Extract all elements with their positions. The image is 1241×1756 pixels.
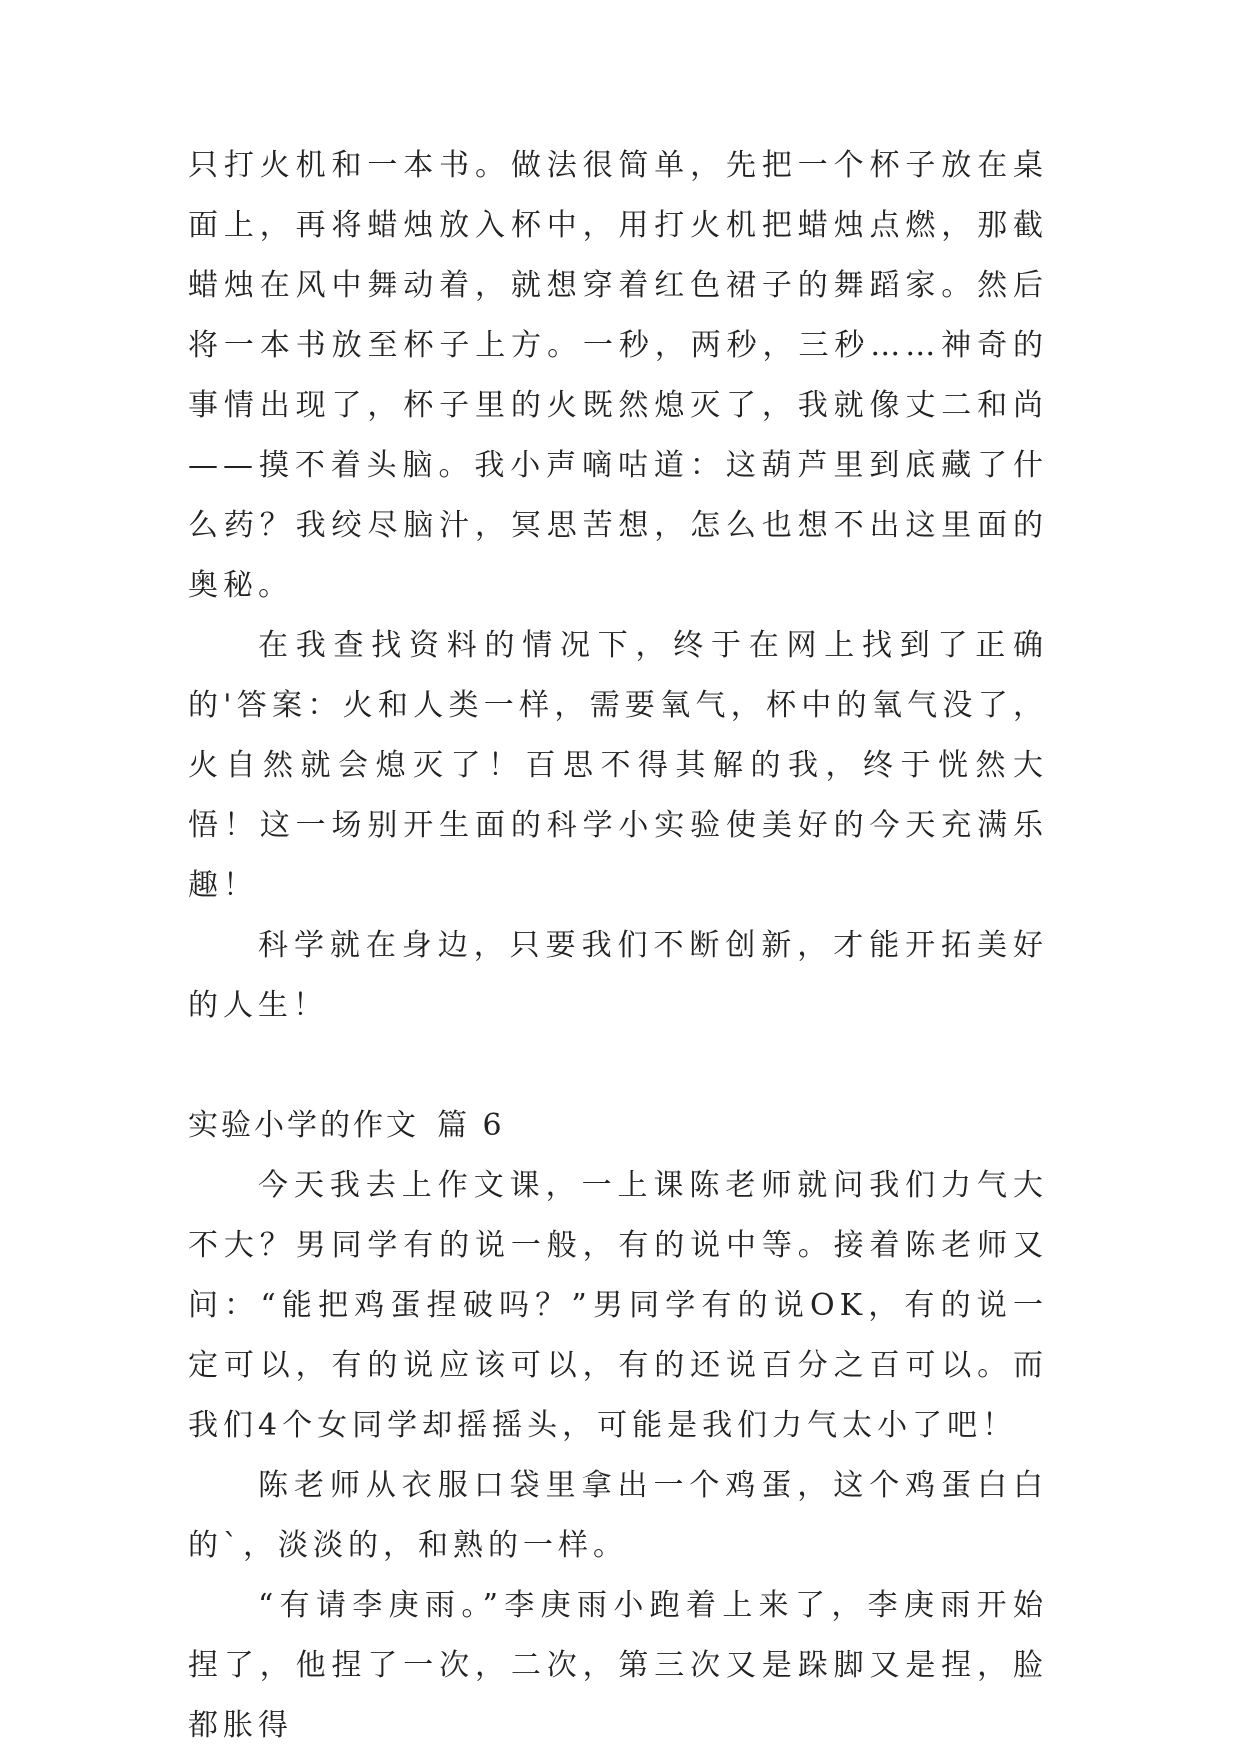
section-gap — [188, 1036, 1048, 1096]
section-number: 篇 6 — [437, 1108, 505, 1143]
paragraph-conclusion: 科学就在身边，只要我们不断创新，才能开拓美好的人生！ — [188, 928, 1048, 1023]
section-title: 实验小学的作文 — [188, 1108, 419, 1143]
document-page — [188, 136, 1048, 1756]
paragraph-egg: 陈老师从衣服口袋里拿出一个鸡蛋，这个鸡蛋白白的`，淡淡的，和熟的一样。 — [188, 1468, 1048, 1563]
section-heading — [188, 1096, 1048, 1156]
paragraph-intro: 今天我去上作文课，一上课陈老师就问我们力气大不大？男同学有的说一般，有的说中等。接着陈老师又问：“能把鸡蛋捏破吗？”男同学有的说OK，有的说一定可以，有的说应该可以，有的还说百分之百可以。而我们4个女同学却摇摇头，可能是我们力气太小了吧！ — [188, 1168, 1048, 1443]
paragraph-continued: 只打火机和一本书。做法很简单，先把一个杯子放在桌面上，再将蜡烛放入杯中，用打火机把蜡烛点燃，那截蜡烛在风中舞动着，就想穿着红色裙子的舞蹈家。然后将一本书放至杯子上方。一秒，两秒，三秒……神奇的事情出现了，杯子里的火既然熄灭了，我就像丈二和尚——摸不着头脑。我小声嘀咕道：这葫芦里到底藏了什么药？我绞尽脑汁，冥思苦想，怎么也想不出这里面的奥秘。 — [188, 148, 1048, 603]
paragraph-attempt: “有请李庚雨。”李庚雨小跑着上来了，李庚雨开始捏了，他捏了一次，二次，第三次又是跺脚又是捏，脸都胀得 — [188, 1588, 1048, 1743]
paragraph-answer: 在我查找资料的情况下，终于在网上找到了正确的'答案：火和人类一样，需要氧气，杯中的氧气没了，火自然就会熄灭了！百思不得其解的我，终于恍然大悟！这一场别开生面的科学小实验使美好的今天充满乐趣！ — [188, 628, 1048, 903]
